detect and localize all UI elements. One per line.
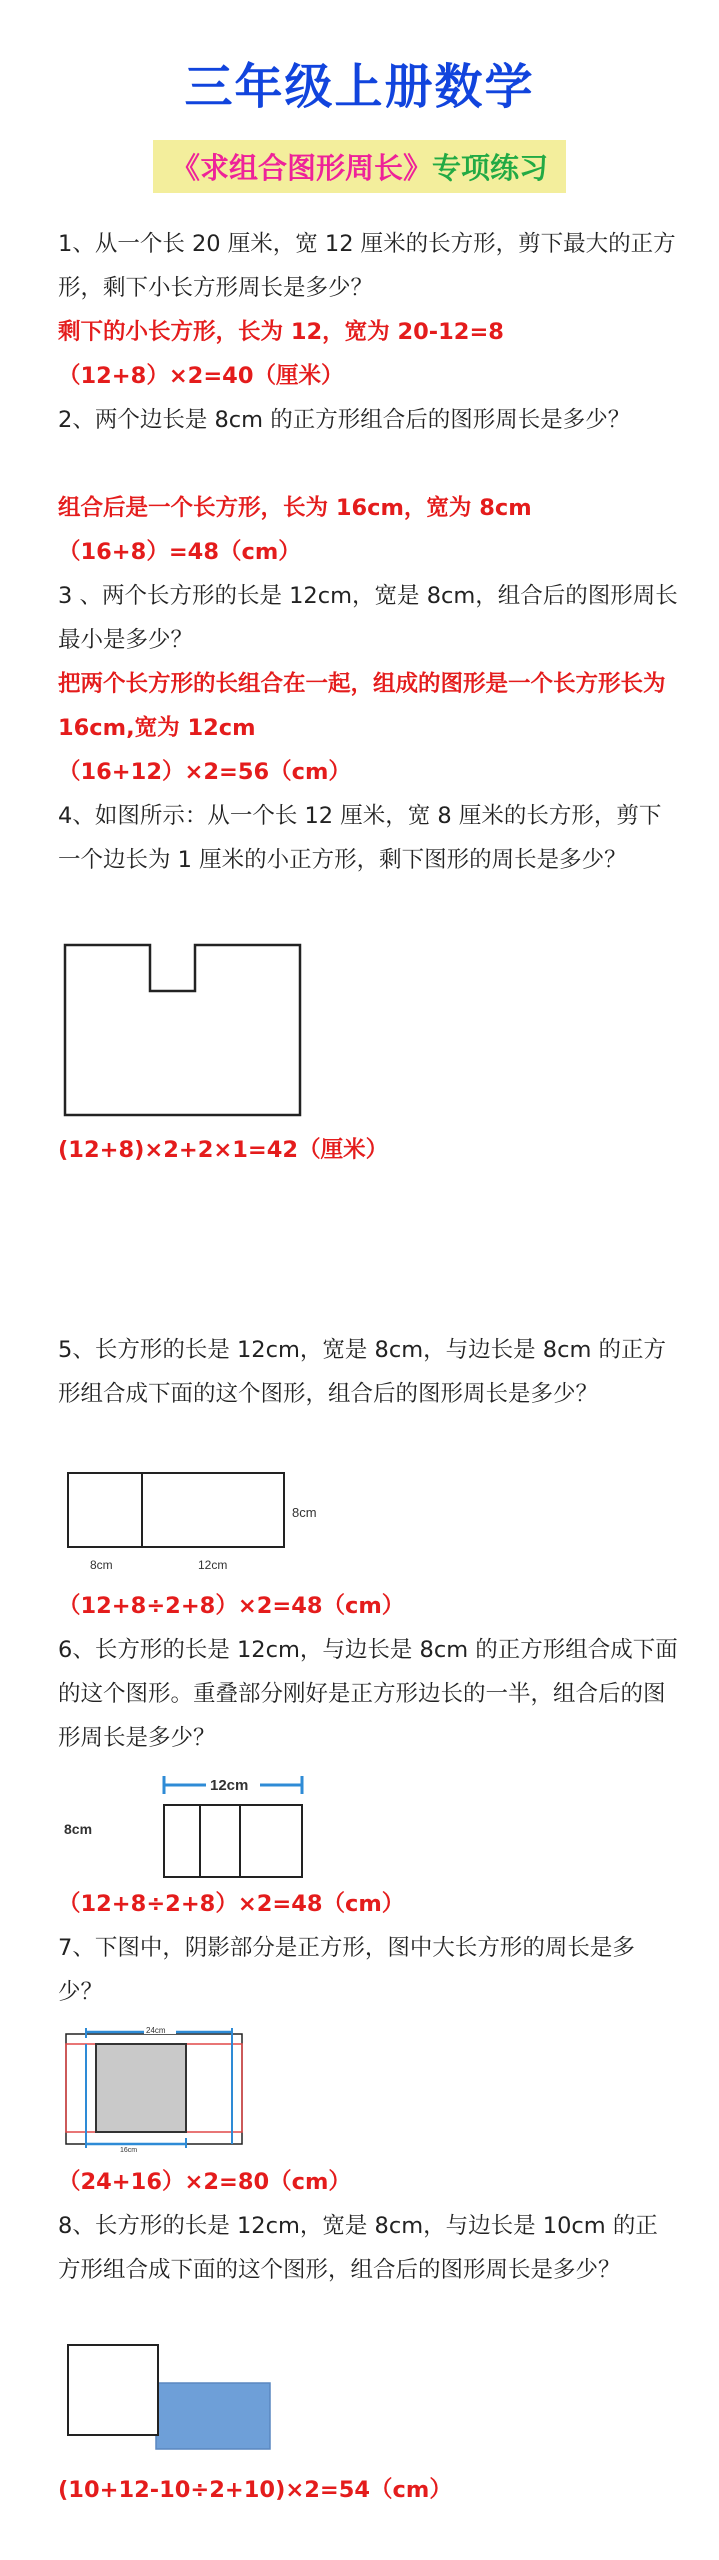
subtitle [153,140,566,193]
figure-5-side-label: 8cm [292,1505,317,1520]
question-6: 6、长方形的长是 12cm，与边长是 8cm 的正方形组合成下面的这个图形。重叠部分刚好是正方形边长的一半，组合后的图形周长是多少？ [58,1637,678,1751]
figure-5-bottom-right-label: 12cm [198,1558,228,1572]
figure-7-bottom-label: 16cm [120,2147,138,2154]
figure-6-top-label: 12cm [210,1777,249,1794]
answer-2-line-2: （16+8）=48（cm） [58,539,301,565]
answer-5: （12+8÷2+8）×2=48（cm） [58,1593,405,1619]
answer-4: (12+8)×2+2×1=42（厘米） [58,1137,389,1163]
answer-3-line-1: 把两个长方形的长组合在一起，组成的图形是一个长方形长为 16cm,宽为 12cm [58,671,666,741]
subtitle-banner [0,140,719,193]
question-2: 2、两个边长是 8cm 的正方形组合后的图形周长是多少？ [58,407,631,433]
answer-1-line-1: 剩下的小长方形，长为 12，宽为 20-12=8 [58,319,504,345]
figure-5-bottom-left-label: 8cm [90,1558,113,1572]
question-7: 7、下图中，阴影部分是正方形，图中大长方形的周长是多少？ [58,1935,635,2005]
subtitle-topic: 《求组合图形周长》 [170,151,432,185]
question-3: 3 、两个长方形的长是 12cm，宽是 8cm，组合后的图形周长最小是多少？ [58,583,678,653]
question-8: 8、长方形的长是 12cm，宽是 8cm，与边长是 10cm 的正方形组合成下面的这个图形，组合后的图形周长是多少？ [58,2213,658,2283]
answer-3-line-2: （16+12）×2=56（cm） [58,759,351,785]
answer-1-line-2: （12+8）×2=40（厘米） [58,363,344,389]
question-4: 4、如图所示：从一个长 12 厘米，宽 8 厘米的长方形，剪下一个边长为 1 厘米的小正方形，剩下图形的周长是多少？ [58,803,662,873]
answer-7: （24+16）×2=80（cm） [58,2169,351,2195]
figure-7-shaded-square [60,2024,260,2154]
answer-6: （12+8÷2+8）×2=48（cm） [58,1891,405,1917]
figure-6-overlapping-shapes [60,1765,330,1885]
question-5: 5、长方形的长是 12cm，宽是 8cm，与边长是 8cm 的正方形组合成下面的这个图形，组合后的图形周长是多少？ [58,1337,667,1407]
page-title: 三年级上册数学 [184,59,535,115]
question-1: 1、从一个长 20 厘米，宽 12 厘米的长方形，剪下最大的正方形，剩下小长方形周长是多少？ [58,231,676,301]
figure-6-left-label: 8cm [64,1821,93,1837]
figure-4-notched-rectangle [55,935,315,1125]
figure-5-square-and-rectangle [60,1465,380,1575]
figure-8-square-and-rectangle [60,2335,300,2455]
answer-2-line-1: 组合后是一个长方形，长为 16cm，宽为 8cm [58,495,532,521]
subtitle-practice: 专项练习 [432,151,549,185]
answer-8: (10+12-10÷2+10)×2=54（cm） [58,2477,452,2503]
figure-7-top-label: 24cm [146,2026,166,2035]
